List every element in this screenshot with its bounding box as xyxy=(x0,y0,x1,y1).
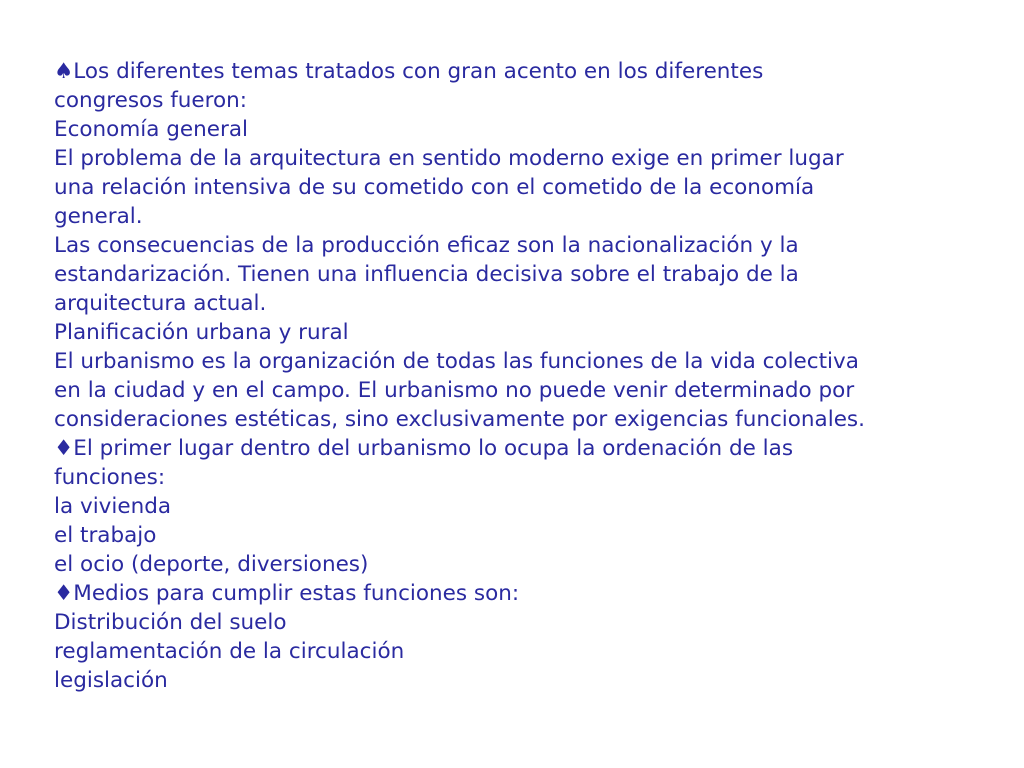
text-line xyxy=(54,463,994,492)
line-text: Economía general xyxy=(54,117,248,142)
line-text: estandarización. Tienen una influencia decisiva sobre el trabajo de la xyxy=(54,262,799,287)
list-item xyxy=(54,521,994,550)
line-text: El primer lugar dentro del urbanismo lo ocupa la ordenación de las xyxy=(73,436,794,461)
line-text: Las consecuencias de la producción eficaz son la nacionalización y la xyxy=(54,233,799,258)
line-text: Planificación urbana y rural xyxy=(54,320,349,345)
list-item xyxy=(54,550,994,579)
diamond-bullet-icon: ♦ xyxy=(54,436,74,461)
section-heading-planificacion xyxy=(54,318,994,347)
line-text: El urbanismo es la organización de todas las funciones de la vida colectiva xyxy=(54,349,859,374)
text-line xyxy=(54,202,994,231)
line-text: en la ciudad y en el campo. El urbanismo no puede venir determinado por xyxy=(54,378,855,403)
diamond-bullet-icon: ♦ xyxy=(54,581,74,606)
slide-text-body xyxy=(54,57,994,695)
list-item xyxy=(54,637,994,666)
line-text: congresos fueron: xyxy=(54,88,248,113)
line-text: la vivienda xyxy=(54,494,172,519)
text-line xyxy=(54,144,994,173)
line-text: arquitectura actual. xyxy=(54,291,267,316)
line-text: El problema de la arquitectura en sentido moderno exige en primer lugar xyxy=(54,146,844,171)
line-text: Los diferentes temas tratados con gran acento en los diferentes xyxy=(73,59,764,84)
text-line xyxy=(54,57,994,86)
line-text: el trabajo xyxy=(54,523,157,548)
line-text: funciones: xyxy=(54,465,166,490)
text-line xyxy=(54,231,994,260)
line-text: el ocio (deporte, diversiones) xyxy=(54,552,369,577)
text-line xyxy=(54,376,994,405)
spade-bullet-icon: ♠ xyxy=(54,59,74,84)
line-text: reglamentación de la circulación xyxy=(54,639,405,664)
line-text: una relación intensiva de su cometido con el cometido de la economía xyxy=(54,175,815,200)
text-line xyxy=(54,289,994,318)
line-text: consideraciones estéticas, sino exclusivamente por exigencias funcionales. xyxy=(54,407,865,432)
line-text: Distribución del suelo xyxy=(54,610,287,635)
text-line xyxy=(54,405,994,434)
list-item xyxy=(54,666,994,695)
text-line xyxy=(54,173,994,202)
line-text: general. xyxy=(54,204,143,229)
section-heading-economia xyxy=(54,115,994,144)
text-line xyxy=(54,86,994,115)
text-line xyxy=(54,579,994,608)
text-line xyxy=(54,434,994,463)
text-line xyxy=(54,347,994,376)
list-item xyxy=(54,492,994,521)
list-item xyxy=(54,608,994,637)
line-text: legislación xyxy=(54,668,168,693)
line-text: Medios para cumplir estas funciones son: xyxy=(73,581,520,606)
text-line xyxy=(54,260,994,289)
